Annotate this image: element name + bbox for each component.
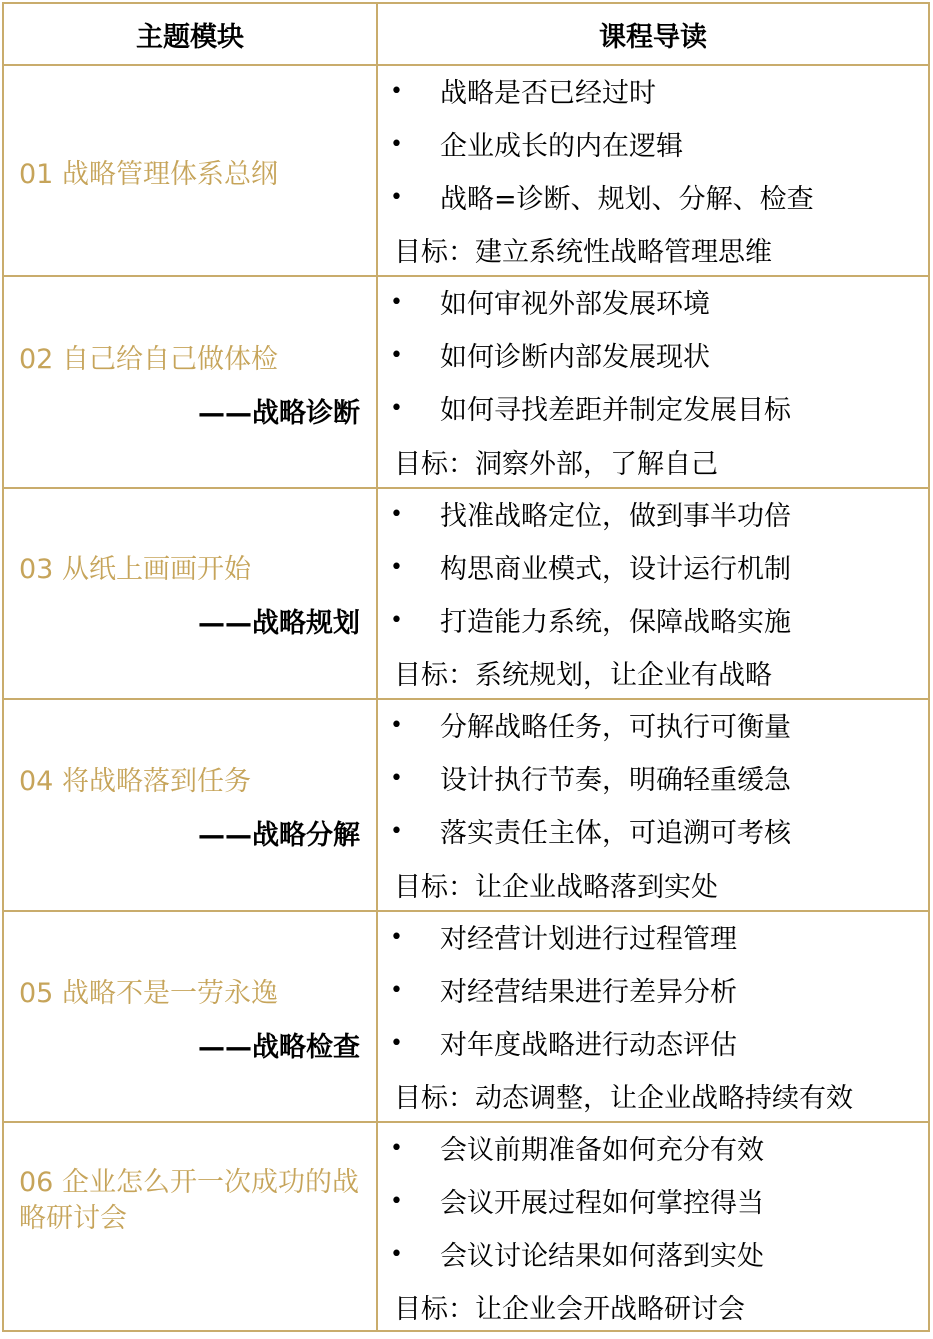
guide-item: 如何寻找差距并制定发展目标	[440, 395, 791, 426]
bullet-icon: •	[390, 766, 403, 791]
guide-goal: 目标：洞察外部，了解自己	[394, 449, 718, 480]
module-title: 01 战略管理体系总纲	[19, 159, 278, 190]
module-title: 04 将战略落到任务	[19, 766, 251, 797]
guide-goal: 目标：系统规划，让企业有战略	[394, 660, 772, 691]
module-subtitle: ——战略规划	[198, 608, 360, 639]
guide-item: 对经营结果进行差异分析	[440, 977, 737, 1008]
table-row-module-04	[4, 698, 928, 910]
module-cell	[4, 912, 376, 1121]
bullet-icon: •	[390, 1136, 403, 1161]
bullet-icon: •	[390, 978, 403, 1003]
bullet-icon: •	[390, 132, 403, 157]
bullet-icon: •	[390, 555, 403, 580]
table-row-module-03	[4, 487, 928, 698]
bullet-icon: •	[390, 290, 403, 315]
guide-cell	[376, 66, 928, 275]
guide-item: 找准战略定位，做到事半功倍	[440, 501, 791, 532]
header-topic-module: 主题模块	[136, 21, 244, 53]
guide-item: 落实责任主体，可追溯可考核	[440, 818, 791, 849]
module-cell	[4, 66, 376, 275]
header-cell-topic	[4, 4, 376, 64]
module-title: 05 战略不是一劳永逸	[19, 978, 278, 1009]
header-cell-guide	[376, 4, 928, 64]
bullet-icon: •	[390, 819, 403, 844]
guide-cell	[376, 700, 928, 910]
guide-item: 会议前期准备如何充分有效	[440, 1135, 764, 1166]
guide-item: 对经营计划进行过程管理	[440, 924, 737, 955]
guide-cell	[376, 1123, 928, 1330]
bullet-icon: •	[390, 1242, 403, 1267]
module-subtitle: ——战略诊断	[198, 398, 360, 429]
table-header-row	[4, 4, 928, 64]
guide-item: 如何审视外部发展环境	[440, 289, 710, 320]
guide-cell	[376, 277, 928, 487]
bullet-icon: •	[390, 925, 403, 950]
guide-item: 会议讨论结果如何落到实处	[440, 1241, 764, 1272]
module-cell	[4, 277, 376, 487]
bullet-icon: •	[390, 713, 403, 738]
module-title: 06 企业怎么开一次成功的战略研讨会	[19, 1167, 359, 1234]
guide-item: 构思商业模式，设计运行机制	[440, 554, 791, 585]
guide-goal: 目标：让企业战略落到实处	[394, 872, 718, 903]
guide-cell	[376, 489, 928, 698]
module-cell	[4, 1123, 376, 1330]
bullet-icon: •	[390, 608, 403, 633]
table-row-module-05	[4, 910, 928, 1121]
bullet-icon: •	[390, 396, 403, 421]
guide-item: 战略是否已经过时	[440, 78, 656, 109]
guide-item: 分解战略任务，可执行可衡量	[440, 712, 791, 743]
module-cell	[4, 489, 376, 698]
guide-item: 战略=诊断、规划、分解、检查	[440, 184, 814, 215]
guide-item: 打造能力系统，保障战略实施	[440, 607, 791, 638]
bullet-icon: •	[390, 79, 403, 104]
guide-item: 对年度战略进行动态评估	[440, 1030, 737, 1061]
guide-item: 企业成长的内在逻辑	[440, 131, 683, 162]
module-title: 03 从纸上画画开始	[19, 554, 251, 585]
guide-goal: 目标：动态调整，让企业战略持续有效	[394, 1083, 853, 1114]
guide-item: 如何诊断内部发展现状	[440, 342, 710, 373]
bullet-icon: •	[390, 185, 403, 210]
guide-item: 设计执行节奏，明确轻重缓急	[440, 765, 791, 796]
module-subtitle: ——战略检查	[198, 1032, 360, 1063]
header-course-guide: 课程导读	[599, 21, 707, 53]
table-row-module-02	[4, 275, 928, 487]
bullet-icon: •	[390, 502, 403, 527]
guide-item: 会议开展过程如何掌控得当	[440, 1188, 764, 1219]
table-row-module-06	[4, 1121, 928, 1330]
guide-goal: 目标：让企业会开战略研讨会	[394, 1294, 745, 1325]
module-title: 02 自己给自己做体检	[19, 344, 278, 375]
table-row-module-01	[4, 64, 928, 275]
module-cell	[4, 700, 376, 910]
bullet-icon: •	[390, 343, 403, 368]
bullet-icon: •	[390, 1189, 403, 1214]
course-outline-table	[2, 2, 930, 1332]
guide-cell	[376, 912, 928, 1121]
guide-goal: 目标：建立系统性战略管理思维	[394, 237, 772, 268]
module-subtitle: ——战略分解	[198, 820, 360, 851]
bullet-icon: •	[390, 1031, 403, 1056]
